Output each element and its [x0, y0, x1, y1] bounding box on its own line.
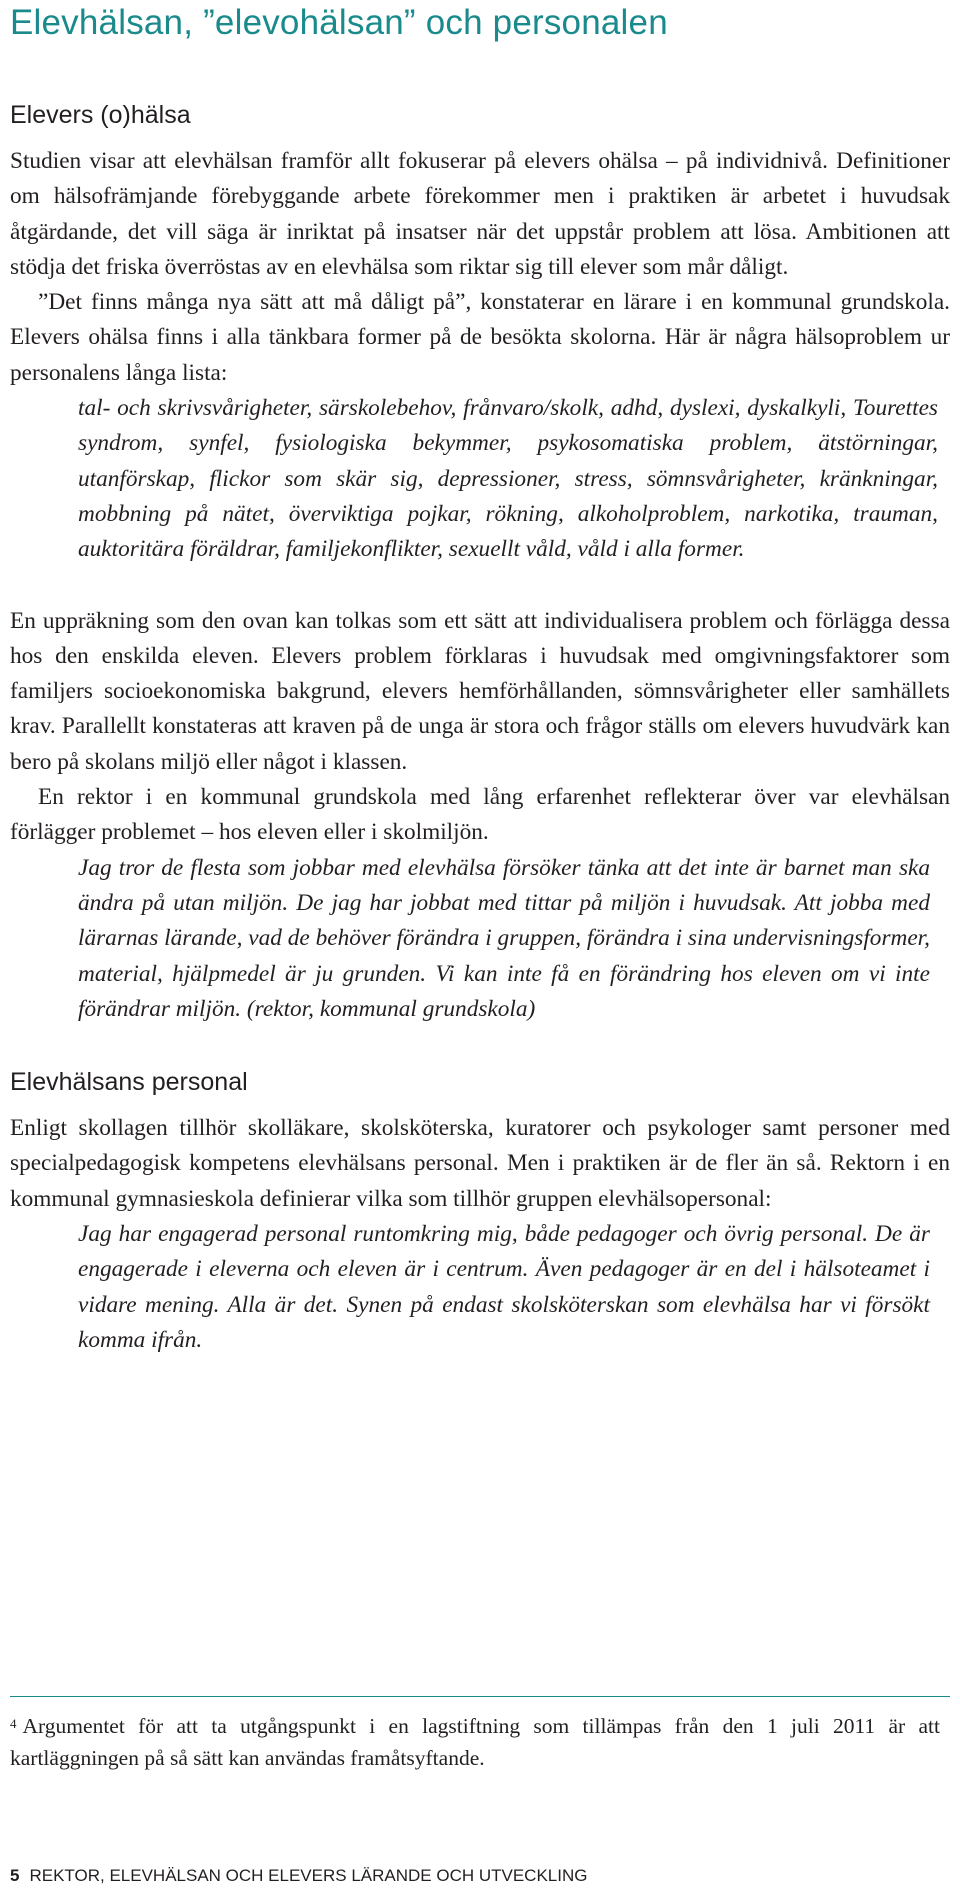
paragraph: En uppräkning som den ovan kan tolkas som ett sätt att individualisera problem och förlägga dessa hos den enskilda eleven. Elevers problem förklaras i huvudsak med omgivningsfaktorer som familjers socioekonomiska bakgrund, elevers hemförhållanden, sömnsvårigheter eller samhällets krav. Parallellt konstateras att kraven på de unga är stora och frågor ställs om elevers huvudvärk kan bero på skolans miljö eller något i klassen. [10, 607, 950, 775]
page-footer [10, 1866, 587, 1886]
section-heading-elevers-ohalsa: Elevers (o)hälsa [10, 101, 191, 129]
page-title: Elevhälsan, ”elevohälsan” och personalen [10, 3, 668, 42]
footnote-text: Argumentet för att ta utgångspunkt i en lagstiftning som tillämpas från den 1 juli 2011 är att kartläggningen på så sätt kan användas framåtsyftande. [10, 1714, 940, 1770]
paragraph: Enligt skollagen tillhör skolläkare, skolsköterska, kuratorer och psykologer samt personer med specialpedagogisk kompetens elevhälsans personal. Men i praktiken är de fler än så. Rektorn i en kommunal gymnasieskola definierar vilka som tillhör gruppen elevhälsopersonal: [10, 1115, 950, 1212]
running-title: REKTOR, ELEVHÄLSAN OCH ELEVERS LÄRANDE OCH UTVECKLING [29, 1866, 588, 1885]
footnote-divider [10, 1696, 950, 1697]
paragraph: En rektor i en kommunal grundskola med lång erfarenhet reflekterar över var elevhälsan förlägger problemet – hos eleven eller i skolmiljön. [10, 784, 950, 846]
section-heading-elevhalsans-personal: Elevhälsans personal [10, 1068, 248, 1097]
block-quote-gymnasieskola: Jag har engagerad personal runtomkring mig, både pedagoger och övrig personal. De är engagerade i eleverna och eleven är i centrum. Även pedagoger är en del i hälsoteamet i vidare mening. Alla är det. Synen på endast skolsköterskan som elevhälsa har vi försökt komma ifrån. [78, 1221, 930, 1353]
footnote-number: 4 [10, 1716, 17, 1731]
footnote [10, 1710, 940, 1774]
health-problems-quote-list: tal- och skrivsvårigheter, särskolebehov, frånvaro/skolk, adhd, dyslexi, dyskalkyli, Tourettes syndrom, synfel, fysiologiska bekymmer, psykosomatiska problem, ätstörningar, utanförskap, flickor som skär sig, depressioner, stress, sömnsvårigheter, kränkningar, mobbning på nätet, överviktiga pojkar, rökning, alkoholproblem, narkotika, trauman, auktoritära föräldrar, familjekonflikter, sexuellt våld, våld i alla former. [78, 395, 938, 563]
paragraph: ”Det finns många nya sätt att må dåligt på”, konstaterar en lärare i en kommunal grundskola. Elevers ohälsa finns i alla tänkbara former på de besökta skolorna. Här är några hälsoproblem ur personalens långa lista: [10, 289, 950, 386]
block-quote-rektor: Jag tror de flesta som jobbar med elevhälsa försöker tänka att det inte är barnet man ska ändra på utan miljön. De jag har jobbat med tittar på miljön i huvudsak. Att jobba med lärarnas lärande, vad de behöver förändra i gruppen, förändra i sina undervisningsformer, material, hjälpmedel är ju grunden. Vi kan inte få en förändring hos eleven om vi inte förändrar miljön. (rektor, kommunal grundskola) [78, 854, 930, 1022]
page-number: 5 [10, 1866, 20, 1885]
paragraph: Studien visar att elevhälsan framför allt fokuserar på elevers ohälsa – på individnivå. Definitioner om hälsofrämjande förebyggande arbete förekommer men i praktiken är arbetet i huvudsak åtgärdande, det vill säga är inriktat på insatser när det uppstår problem att lösa. Ambitionen att stödja det friska överröstas av en elevhälsa som riktar sig till elever som mår dåligt. [10, 148, 950, 280]
